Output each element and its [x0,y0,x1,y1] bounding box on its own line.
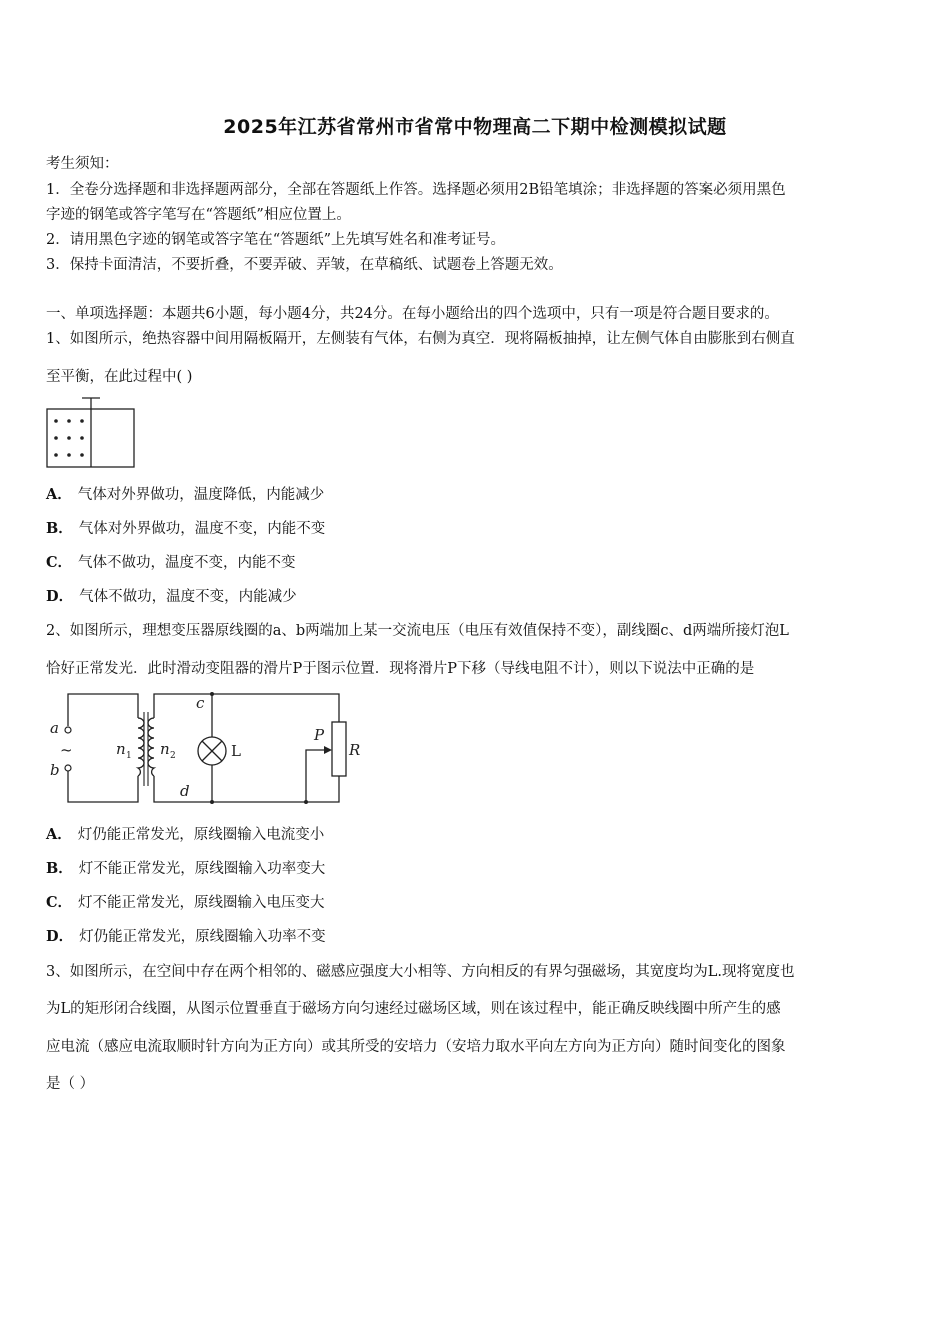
label-r: R [349,741,361,759]
q2-option-b[interactable]: B． 灯不能正常发光，原线圈输入功率变大 [46,860,326,877]
label-c: c [196,694,205,712]
label-ac: ~ [60,741,73,759]
q2-transformer-circuit [44,688,374,808]
label-p: P [314,726,325,744]
label-a: a [50,719,59,737]
label-lamp: L [231,742,241,760]
label-n1-sub: 1 [126,751,132,761]
notice-item-1a: 1．全卷分选择题和非选择题两部分，全部在答题纸上作答。选择题必须用2B铅笔填涂；非选择题的答案必须用黑色 [46,182,786,198]
q1-stem-line1: 1、如图所示，绝热容器中间用隔板隔开，左侧装有气体，右侧为真空．现将隔板抽掉，让左侧气体自由膨胀到右侧直 [46,331,795,347]
q2-stem-line2: 恰好正常发光．此时滑动变阻器的滑片P于图示位置．现将滑片P下移（导线电阻不计），则以下说法中正确的是 [46,661,755,677]
q1-option-d[interactable]: D． 气体不做功，温度不变，内能减少 [46,588,297,605]
notice-item-1b: 字迹的钢笔或答字笔写在“答题纸”相应位置上。 [46,207,351,223]
q1-option-a[interactable]: A． 气体对外界做功，温度降低，内能减少 [46,486,325,503]
q2-stem-line1: 2、如图所示，理想变压器原线圈的a、b两端加上某一交流电压（电压有效值保持不变），副线圈c、d两端所接灯泡L [46,623,789,639]
label-n2-sub: 2 [170,751,176,761]
q1-option-b[interactable]: B． 气体对外界做功，温度不变，内能不变 [46,520,326,537]
label-n1: n [116,740,126,758]
q1-stem-line2: 至平衡，在此过程中( ) [46,369,193,385]
q2-option-d[interactable]: D． 灯仍能正常发光，原线圈输入功率不变 [46,928,326,945]
q1-container-figure [44,395,138,471]
q3-stem-line4: 是（ ） [46,1076,95,1092]
notice-item-3: 3．保持卡面清洁，不要折叠，不要弄破、弄皱，在草稿纸、试题卷上答题无效。 [46,257,563,273]
label-b: b [50,761,60,779]
q2-option-a[interactable]: A． 灯仍能正常发光，原线圈输入电流变小 [46,826,325,843]
q3-stem-line3: 应电流（感应电流取顺时针方向为正方向）或其所受的安培力（安培力取水平向左方向为正方向）随时间变化的图象 [46,1039,786,1055]
notice-item-2: 2．请用黑色字迹的钢笔或答字笔在“答题纸”上先填写姓名和准考证号。 [46,232,506,248]
q3-stem-line1: 3、如图所示，在空间中存在两个相邻的、磁感应强度大小相等、方向相反的有界匀强磁场，其宽度均为L.现将宽度也 [46,964,795,980]
label-n2: n [160,740,170,758]
notice-heading: 考生须知： [46,156,119,172]
page-title: 2025年江苏省常州市省常中物理高二下期中检测模拟试题 [223,116,727,138]
label-d: d [180,782,190,800]
q1-option-c[interactable]: C． 气体不做功，温度不变，内能不变 [46,554,296,571]
section-heading: 一、单项选择题：本题共6小题，每小题4分，共24分。在每小题给出的四个选项中，只有一项是符合题目要求的。 [46,306,779,322]
q2-option-c[interactable]: C． 灯不能正常发光，原线圈输入电压变大 [46,894,325,911]
q3-stem-line2: 为L的矩形闭合线圈，从图示位置垂直于磁场方向匀速经过磁场区域，则在该过程中，能正确反映线圈中所产生的感 [46,1001,781,1017]
